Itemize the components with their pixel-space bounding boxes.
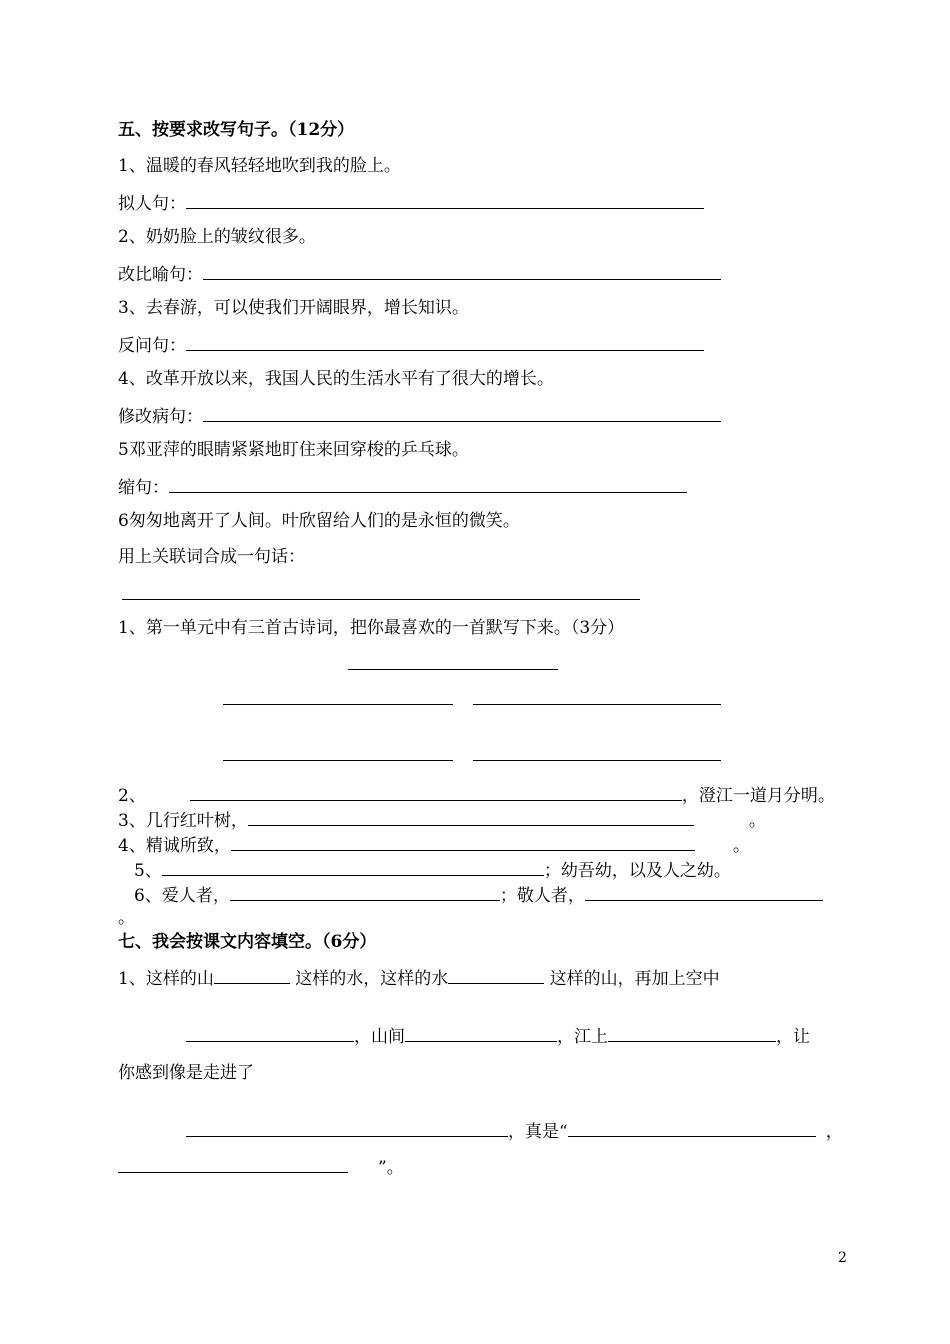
s7-l4-a: ，真是“	[508, 1122, 568, 1142]
answer-blank[interactable]	[248, 808, 694, 826]
s5-question-2: 2、奶奶脸上的皱纹很多。	[118, 227, 316, 247]
s5-answer-label-2: 改比喻句：	[118, 265, 203, 285]
answer-blank[interactable]	[585, 883, 823, 901]
s7-l2-c: ，让	[776, 1027, 810, 1047]
answer-blank[interactable]	[231, 833, 695, 851]
poem-line[interactable]	[223, 760, 453, 761]
section-5-title: 五、按要求改写句子。（12分）	[118, 120, 355, 140]
s5-answer-label-1: 拟人句：	[118, 194, 186, 214]
answer-blank[interactable]	[162, 858, 544, 876]
poem-line[interactable]	[223, 704, 453, 705]
s7-line-4	[186, 1119, 843, 1143]
s6-q2-tail: ，澄江一道月分明。	[681, 786, 835, 806]
s5-answer-label-5: 缩句：	[118, 478, 169, 498]
s5-answer-row-2	[118, 262, 721, 286]
section-7-title: 七、我会按课文内容填空。（6分）	[118, 932, 377, 952]
poem-line[interactable]	[473, 704, 721, 705]
s5-answer-label-3: 反问句：	[118, 336, 186, 356]
answer-blank[interactable]	[568, 1119, 816, 1137]
s5-question-5: 5邓亚萍的眼睛紧紧地盯住来回穿梭的乒乓球。	[118, 440, 469, 460]
s6-q5-head: 5、	[134, 861, 162, 881]
s6-question-1: 1、第一单元中有三首古诗词，把你最喜欢的一首默写下来。（3分）	[118, 618, 625, 638]
s6-q5-tail: ；幼吾幼，以及人之幼。	[543, 861, 731, 881]
s6-question-6	[134, 883, 823, 907]
s7-l2-a: ，山间	[354, 1027, 405, 1047]
s7-line-1	[118, 966, 720, 990]
s5-question-4: 4、改革开放以来，我国人民的生活水平有了很大的增长。	[118, 369, 554, 389]
answer-blank[interactable]	[203, 262, 721, 280]
s5-answer-row-5	[118, 475, 687, 499]
s5-answer-row-1	[118, 191, 704, 215]
answer-blank[interactable]	[118, 1155, 348, 1173]
s6-q3-head: 3、几行红叶树，	[118, 811, 248, 831]
answer-blank[interactable]	[169, 475, 687, 493]
answer-blank[interactable]	[405, 1024, 557, 1042]
s6-question-5	[134, 858, 731, 882]
s6-q6-end: 。	[118, 908, 135, 928]
poem-line[interactable]	[473, 760, 721, 761]
s5-answer-label-4: 修改病句：	[118, 407, 203, 427]
answer-blank[interactable]	[190, 783, 682, 801]
s7-l1-a: 1、这样的山	[118, 969, 214, 989]
s5-question-3: 3、去春游，可以使我们开阔眼界，增长知识。	[118, 298, 469, 318]
answer-blank[interactable]	[608, 1024, 776, 1042]
s7-l5-a: ”。	[378, 1158, 404, 1178]
s7-line-2	[186, 1024, 810, 1048]
s7-line-3: 你感到像是走进了	[118, 1063, 254, 1083]
answer-blank[interactable]	[186, 1024, 354, 1042]
s5-answer-row-4	[118, 404, 721, 428]
s6-question-4	[118, 833, 750, 857]
answer-blank[interactable]	[186, 333, 704, 351]
answer-blank[interactable]	[448, 966, 544, 984]
s7-l2-b: ，江上	[557, 1027, 608, 1047]
poem-title-line[interactable]	[348, 669, 558, 670]
s6-question-3	[118, 808, 766, 832]
s6-q2-number: 2、	[118, 786, 146, 806]
s6-q4-tail: 。	[732, 836, 750, 856]
page-number: 2	[838, 1250, 847, 1266]
s7-l1-c: 这样的山，再加上空中	[544, 969, 720, 989]
s6-question-2	[118, 783, 835, 807]
s6-q4-head: 4、精诚所致，	[118, 836, 231, 856]
s7-l1-b: 这样的水，这样的水	[289, 969, 449, 989]
s6-q6-head: 6、爱人者，	[134, 886, 230, 906]
s5-question-1: 1、温暖的春风轻轻地吹到我的脸上。	[118, 156, 401, 176]
s7-line-5	[118, 1155, 404, 1179]
s5-answer-row-3	[118, 333, 704, 357]
answer-blank[interactable]	[186, 1119, 508, 1137]
s5-answer-label-6: 用上关联词合成一句话：	[118, 547, 305, 567]
answer-blank[interactable]	[214, 966, 290, 984]
s7-l4-b: ，	[825, 1122, 843, 1142]
s5-question-6: 6匆匆地离开了人间。叶欣留给人们的是永恒的微笑。	[118, 511, 520, 531]
answer-line[interactable]	[122, 599, 640, 600]
s6-q3-tail: 。	[748, 811, 766, 831]
answer-blank[interactable]	[186, 191, 704, 209]
answer-blank[interactable]	[203, 404, 721, 422]
s6-q6-mid: ；敬人者，	[499, 886, 585, 906]
answer-blank[interactable]	[230, 883, 500, 901]
